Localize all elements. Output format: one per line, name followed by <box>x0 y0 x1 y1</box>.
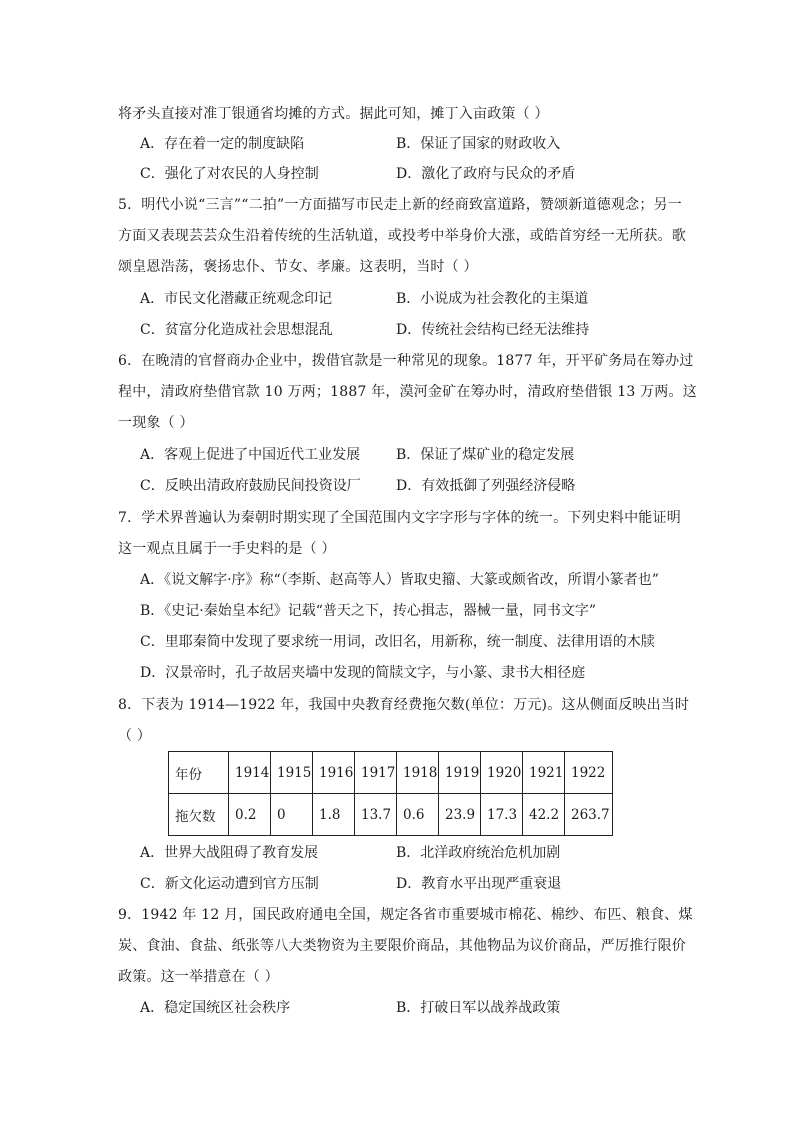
q6-option-d[interactable]: D．有效抵御了列强经济侵略 <box>396 478 576 494</box>
table-header-row <box>169 752 613 794</box>
q6-option-b[interactable]: B．保证了煤矿业的稳定发展 <box>396 447 575 463</box>
table-cell: 0.2 <box>229 794 271 836</box>
q4-option-b[interactable]: B．保证了国家的财政收入 <box>396 136 561 152</box>
q8-option-d[interactable]: D．教育水平出现严重衰退 <box>396 876 562 892</box>
q9-stem-line-3: 政策。这一举措意在（ ） <box>118 969 279 985</box>
q5-option-c[interactable]: C．贫富分化造成社会思想混乱 <box>140 322 333 338</box>
table-cell: 1919 <box>439 752 481 794</box>
q5-stem-line-2: 方面又表现芸芸众生沿着传统的生活轨道，或投考中举身价大涨，或皓首穷经一无所获。歌 <box>118 228 686 244</box>
q6-stem-line-1: 6．在晚清的官督商办企业中，拨借官款是一种常见的现象。1877 年，开平矿务局在筹办过 <box>118 353 694 369</box>
q5-stem-line-1: 5．明代小说“三言”“二拍”一方面描写市民走上新的经商致富道路，赞颂新道德观念；另一 <box>118 197 682 213</box>
q7-stem-line-2: 这一观点且属于一手史料的是（ ） <box>118 541 336 557</box>
q8-stem-line-1: 8．下表为 1914—1922 年，我国中央教育经费拖欠数(单位：万元)。这从侧面反映出当时 <box>118 697 690 713</box>
q5-stem-line-3: 颂皇恩浩荡，褒扬忠仆、节女、孝廉。这表明，当时（ ） <box>118 259 478 275</box>
table-cell: 263.7 <box>565 794 613 836</box>
q7-stem-line-1: 7．学术界普遍认为秦朝时期实现了全国范围内文字字形与字体的统一。下列史料中能证明 <box>118 510 681 526</box>
table-cell: 13.7 <box>355 794 397 836</box>
table-cell: 42.2 <box>523 794 565 836</box>
q9-option-a[interactable]: A．稳定国统区社会秩序 <box>140 1000 291 1016</box>
q4-option-c[interactable]: C．强化了对农民的人身控制 <box>140 166 319 182</box>
q6-stem-line-2: 程中，清政府垫借官款 10 万两；1887 年，漠河金矿在筹办时，清政府垫借银 13 万两。这 <box>118 384 697 400</box>
table-cell: 0.6 <box>397 794 439 836</box>
q4-option-d[interactable]: D．激化了政府与民众的矛盾 <box>396 166 576 182</box>
q7-option-a[interactable]: A．《说文解字·序》称“（李斯、赵高等人）皆取史籀、大篆或颇省改，所谓小篆者也” <box>140 572 659 588</box>
q6-stem-line-3: 一现象（ ） <box>118 415 194 431</box>
table-cell: 1920 <box>481 752 523 794</box>
q5-option-d[interactable]: D．传统社会结构已经无法维持 <box>396 322 590 338</box>
q7-option-b[interactable]: B．《史记·秦始皇本纪》记载“普天之下，抟心揖志，器械一量，同书文字” <box>140 603 597 619</box>
q6-option-c[interactable]: C．反映出清政府鼓励民间投资设厂 <box>140 478 361 494</box>
q6-option-a[interactable]: A．客观上促进了中国近代工业发展 <box>140 447 361 463</box>
q5-option-b[interactable]: B．小说成为社会教化的主渠道 <box>396 291 589 307</box>
table-cell: 1917 <box>355 752 397 794</box>
q9-stem-line-1: 9．1942 年 12 月，国民政府通电全国，规定各省市重要城市棉花、棉纱、布匹、粮食、煤 <box>118 907 693 923</box>
q9-option-b[interactable]: B．打破日军以战养战政策 <box>396 1000 561 1016</box>
table-cell: 1918 <box>397 752 439 794</box>
table-cell: 23.9 <box>439 794 481 836</box>
table-cell: 17.3 <box>481 794 523 836</box>
table-cell: 1.8 <box>313 794 355 836</box>
table-row <box>169 794 613 836</box>
table-cell: 拖欠数 <box>169 794 229 836</box>
q4-option-a[interactable]: A．存在着一定的制度缺陷 <box>140 136 305 152</box>
q8-option-c[interactable]: C．新文化运动遭到官方压制 <box>140 876 319 892</box>
q7-option-d[interactable]: D．汉景帝时，孔子故居夹墙中发现的简牍文字，与小篆、隶书大相径庭 <box>140 665 586 681</box>
table-cell: 0 <box>271 794 313 836</box>
q8-option-a[interactable]: A．世界大战阻碍了教育发展 <box>140 845 319 861</box>
table-cell: 1922 <box>565 752 613 794</box>
q4-stem-continuation: 将矛头直接对准丁银通省均摊的方式。据此可知，摊丁入亩政策（ ） <box>118 106 549 122</box>
q7-option-c[interactable]: C．里耶秦简中发现了要求统一用词，改旧名，用新称，统一制度、法律用语的木牍 <box>140 634 655 650</box>
table-cell: 1921 <box>523 752 565 794</box>
table-cell: 1914 <box>229 752 271 794</box>
table-cell: 年份 <box>169 752 229 794</box>
table-cell: 1916 <box>313 752 355 794</box>
q5-option-a[interactable]: A．市民文化潜藏正统观念印记 <box>140 291 333 307</box>
table-cell: 1915 <box>271 752 313 794</box>
q8-option-b[interactable]: B．北洋政府统治危机加剧 <box>396 845 561 861</box>
education-arrears-table <box>168 751 613 836</box>
q9-stem-line-2: 炭、食油、食盐、纸张等八大类物资为主要限价商品，其他物品为议价商品，严厉推行限价 <box>118 938 686 954</box>
q8-stem-line-2: （ ） <box>118 728 152 744</box>
